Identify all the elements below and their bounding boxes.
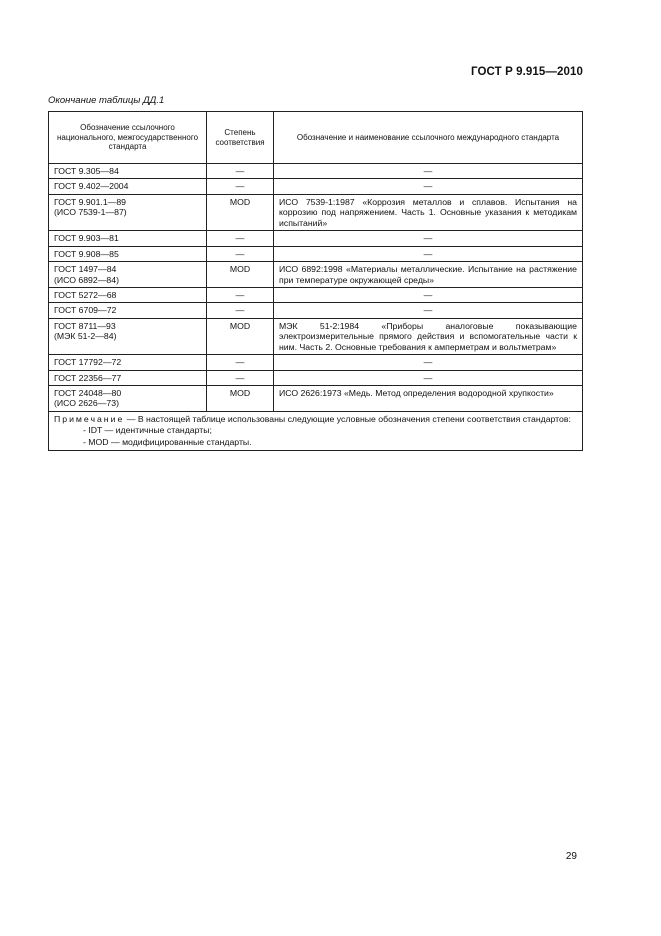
conformity-degree-cell: —: [207, 303, 274, 318]
conformity-degree-cell: —: [207, 246, 274, 261]
national-standard-designation: ГОСТ 9.901.1—89: [54, 196, 127, 207]
national-standard-cell: [49, 318, 207, 354]
conformity-degree-cell: —: [207, 179, 274, 194]
table-row: [49, 179, 583, 194]
national-standard-designation: (МЭК 51-2—84): [54, 331, 117, 342]
national-standard-cell: [49, 179, 207, 194]
note-row: [49, 411, 583, 450]
conformity-degree-cell: MOD: [207, 194, 274, 230]
national-standard-designation: ГОСТ 9.908—85: [54, 248, 119, 259]
column-header-degree: Степень соответствия: [207, 112, 274, 164]
national-standard-cell: [49, 231, 207, 246]
table-row: [49, 194, 583, 230]
national-standard-designation: ГОСТ 22356—77: [54, 372, 122, 383]
column-header-international: Обозначение и наименование ссылочного международного стандарта: [274, 112, 583, 164]
national-standard-designation: (ИСО 7539-1—87): [54, 207, 127, 218]
table-row: [49, 164, 583, 179]
table-row: [49, 318, 583, 354]
conformity-degree-cell: —: [207, 231, 274, 246]
column-header-national: Обозначение ссылочного национального, межгосударственного стандарта: [49, 112, 207, 164]
national-standard-designation: (ИСО 6892—84): [54, 274, 119, 285]
conformity-degree-cell: —: [207, 164, 274, 179]
table-caption: Окончание таблицы ДД.1: [48, 95, 165, 106]
table-row: [49, 370, 583, 385]
international-standard-cell: ИСО 6892:1998 «Материалы металлические. Испытание на растяжение при температуре окружающей среды»: [274, 262, 583, 288]
national-standard-cell: [49, 194, 207, 230]
reference-standards-table: [48, 111, 583, 451]
note-item-idt: - IDT — идентичные стандарты;: [83, 425, 212, 436]
international-standard-cell: —: [274, 246, 583, 261]
table-row: [49, 386, 583, 412]
national-standard-cell: [49, 246, 207, 261]
conformity-degree-cell: MOD: [207, 386, 274, 412]
national-standard-designation: ГОСТ 9.305—84: [54, 166, 119, 176]
national-standard-cell: [49, 164, 207, 179]
national-standard-designation: ГОСТ 17792—72: [54, 357, 122, 368]
national-standard-designation: ГОСТ 9.402—2004: [54, 181, 129, 192]
table-row: [49, 231, 583, 246]
international-standard-cell: —: [274, 355, 583, 370]
national-standard-designation: ГОСТ 24048—80: [54, 388, 122, 398]
national-standard-designation: ГОСТ 9.903—81: [54, 233, 119, 244]
document-code: ГОСТ Р 9.915—2010: [471, 66, 583, 78]
national-standard-cell: [49, 355, 207, 370]
international-standard-cell: ИСО 7539-1:1987 «Коррозия металлов и сплавов. Испытания на коррозию под напряжением. Часть 1. Основные указания к методикам испытаний»: [274, 194, 583, 230]
note-label: Примечание: [54, 413, 125, 424]
conformity-degree-cell: —: [207, 287, 274, 302]
national-standard-cell: [49, 262, 207, 288]
conformity-degree-cell: MOD: [207, 262, 274, 288]
international-standard-cell: —: [274, 231, 583, 246]
national-standard-cell: [49, 303, 207, 318]
international-standard-cell: —: [274, 164, 583, 179]
international-standard-cell: —: [274, 303, 583, 318]
note-text: — В настоящей таблице использованы следующие условные обозначения степени соответствия стандартов:: [126, 413, 571, 424]
national-standard-designation: ГОСТ 8711—93: [54, 320, 116, 331]
national-standard-designation: ГОСТ 6709—72: [54, 305, 117, 316]
international-standard-cell: —: [274, 179, 583, 194]
conformity-degree-cell: —: [207, 355, 274, 370]
conformity-degree-cell: MOD: [207, 318, 274, 354]
note-cell: [49, 411, 583, 450]
table-row: [49, 262, 583, 288]
conformity-degree-cell: —: [207, 370, 274, 385]
note-item-mod: - MOD — модифицированные стандарты.: [83, 436, 252, 447]
national-standard-cell: [49, 287, 207, 302]
table-header-row: [49, 112, 583, 164]
international-standard-cell: —: [274, 370, 583, 385]
international-standard-cell: ИСО 2626:1973 «Медь. Метод определения водородной хрупкости»: [274, 386, 583, 412]
table-row: [49, 355, 583, 370]
national-standard-designation: (ИСО 2626—73): [54, 398, 119, 409]
national-standard-cell: [49, 386, 207, 412]
international-standard-cell: —: [274, 287, 583, 302]
table-row: [49, 287, 583, 302]
national-standard-designation: ГОСТ 1497—84: [54, 264, 117, 275]
table-row: [49, 246, 583, 261]
national-standard-designation: ГОСТ 5272—68: [54, 289, 117, 300]
table-row: [49, 303, 583, 318]
national-standard-cell: [49, 370, 207, 385]
page-number: 29: [565, 851, 577, 862]
international-standard-cell: МЭК 51-2:1984 «Приборы аналоговые показывающие электроизмерительные прямого действия и вспомогательные части к ним. Часть 2. Основные требования к амперметрам и вольтметрам»: [274, 318, 583, 354]
